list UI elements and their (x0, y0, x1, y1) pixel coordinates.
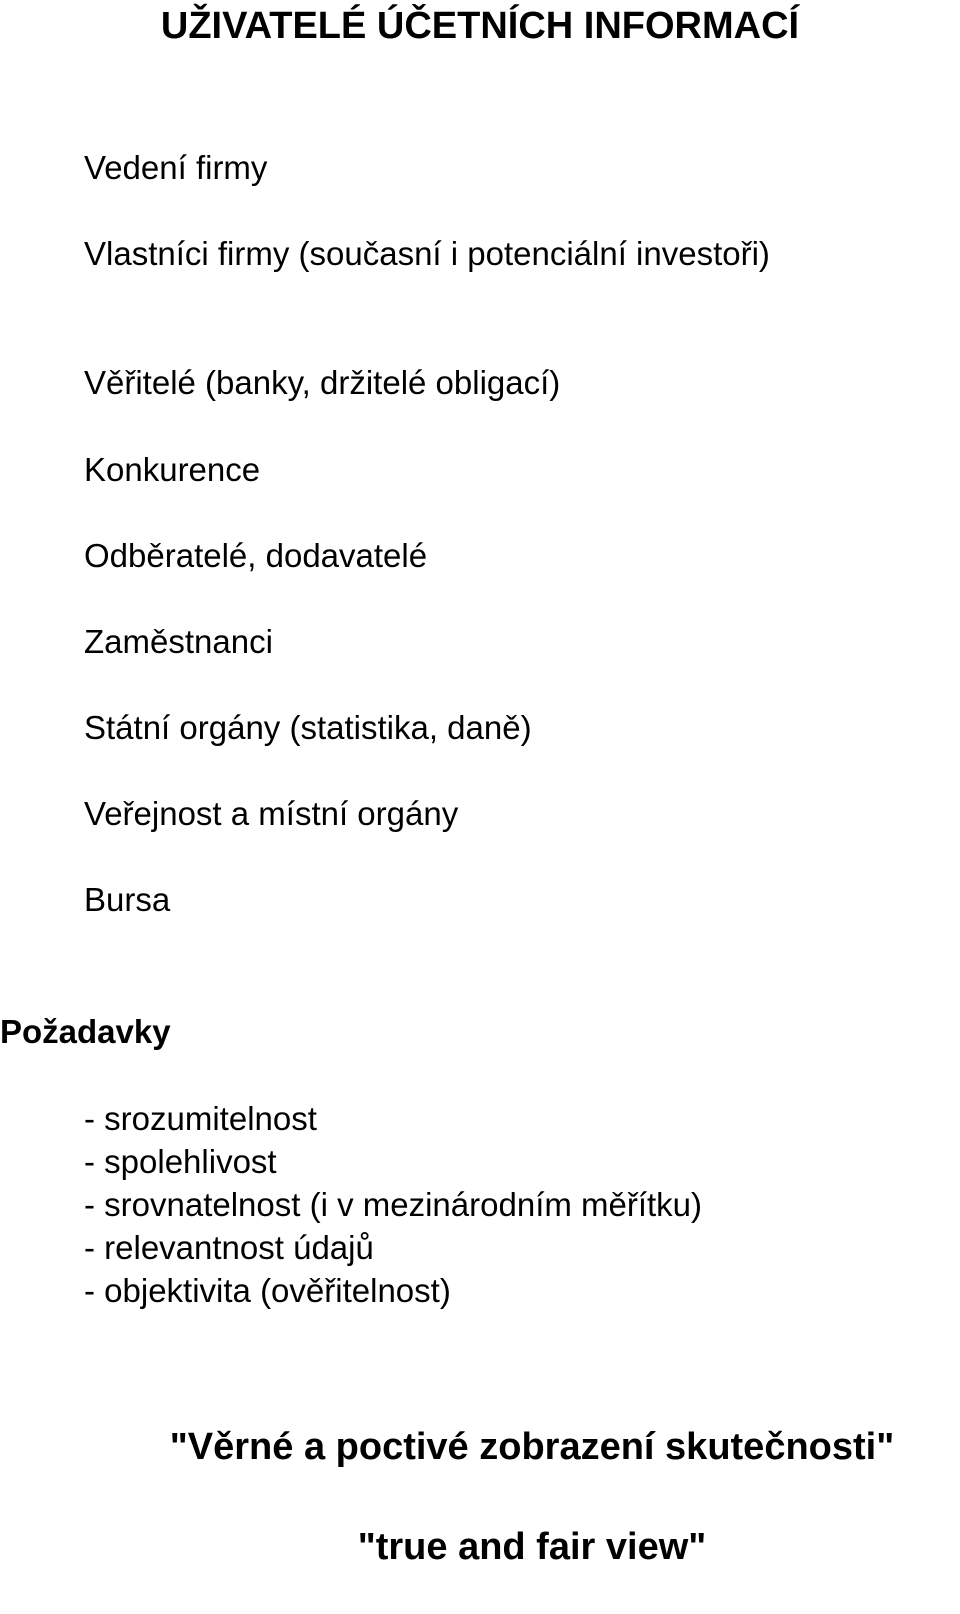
list-item: Zaměstnanci (84, 623, 273, 660)
true-and-fair-quote-english: "true and fair view" (357, 1526, 707, 1568)
true-and-fair-quote-czech: "Věrné a poctivé zobrazení skutečnosti" (169, 1426, 895, 1468)
list-item: - relevantnost údajů (84, 1229, 374, 1266)
list-item: Vlastníci firmy (současní i potenciální investoři) (84, 235, 770, 272)
list-item: - srovnatelnost (i v mezinárodním měřítku) (84, 1186, 703, 1223)
list-item: Státní orgány (statistika, daně) (84, 709, 532, 746)
list-item: Veřejnost a místní orgány (84, 795, 459, 832)
list-item: Vedení firmy (84, 149, 268, 186)
list-item: Věřitelé (banky, držitelé obligací) (84, 364, 561, 401)
list-item: - objektivita (ověřitelnost) (84, 1272, 451, 1309)
list-item: Bursa (84, 881, 171, 918)
list-item: Odběratelé, dodavatelé (84, 537, 428, 574)
requirements-heading: Požadavky (0, 1013, 171, 1050)
list-item: - spolehlivost (84, 1143, 277, 1180)
list-item: Konkurence (84, 451, 261, 488)
page-title: UŽIVATELÉ ÚČETNÍCH INFORMACÍ (160, 5, 800, 47)
requirements-list (84, 1097, 702, 1312)
list-item: - srozumitelnost (84, 1100, 317, 1137)
